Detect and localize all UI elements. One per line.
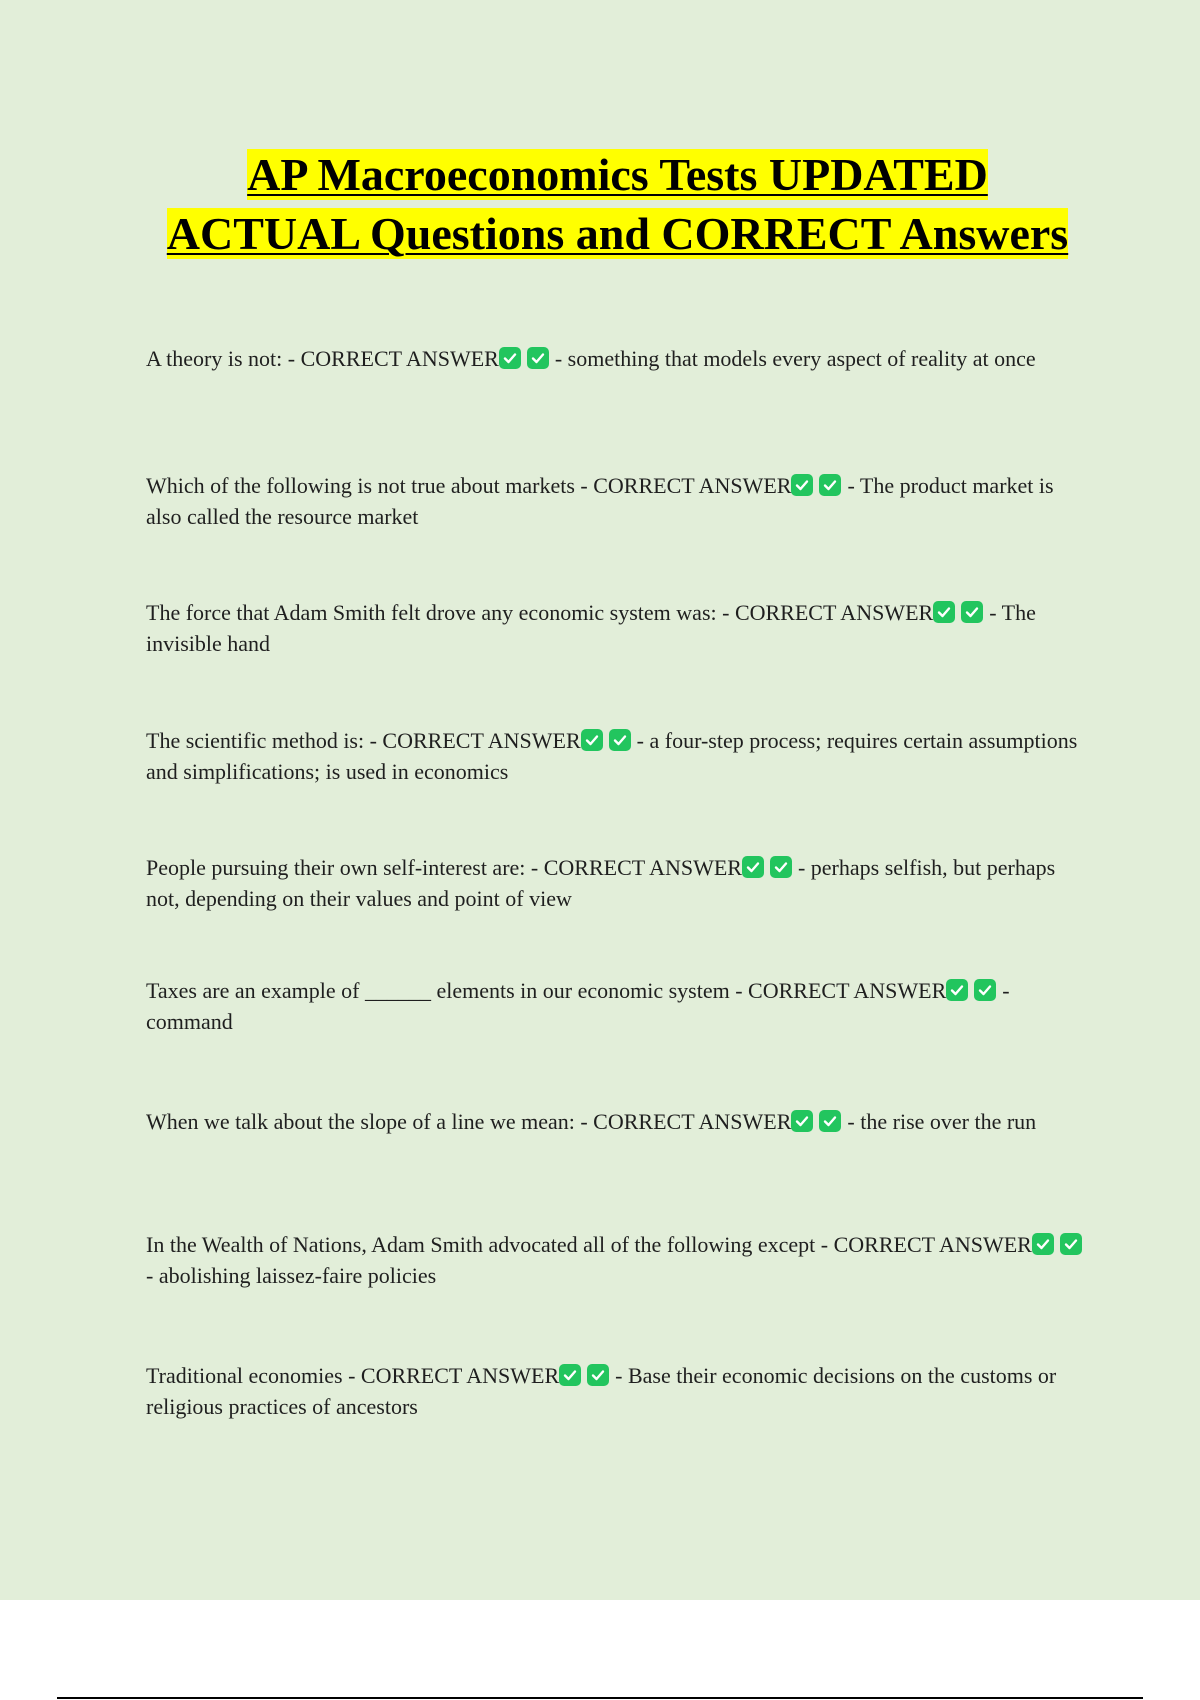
check-icon [819,1110,841,1132]
answer-text: a four-step process; requires certain assumptions and simplifications; is used in economics [146,728,1078,784]
check-icon [559,1364,581,1386]
answer-marker: - CORRECT ANSWER [820,1232,1032,1257]
check-icon [819,474,841,496]
question-text: The force that Adam Smith felt drove any economic system was: [146,600,717,625]
check-icon [946,979,968,1001]
question-text: Taxes are an example of ______ elements in our economic system [146,978,730,1003]
check-icon [587,1364,609,1386]
qa-item: In the Wealth of Nations, Adam Smith advocated all of the following except - CORRECT ANSWER - abolishing laissez-faire policies [146,1229,1092,1291]
answer-marker: - CORRECT ANSWER [287,346,499,371]
qa-item: The scientific method is: - CORRECT ANSWER - a four-step process; requires certain assumptions and simplifications; is used in economics [146,728,1078,784]
title-block [150,145,1085,263]
check-icon [1032,1233,1054,1255]
check-icon [742,856,764,878]
answer-text: abolishing laissez-faire policies [158,1263,437,1288]
answer-marker: - CORRECT ANSWER [348,1363,560,1388]
question-text: When we talk about the slope of a line we mean: [146,1109,575,1134]
answer-text: the rise over the run [860,1109,1037,1134]
question-text: A theory is not: [146,346,283,371]
answer-text: command [146,1009,233,1034]
check-icon [1060,1233,1082,1255]
answer-marker: - CORRECT ANSWER [369,728,581,753]
qa-item: Which of the following is not true about markets - CORRECT ANSWER - The product market is also called the resource market [146,473,1054,529]
answer-marker: - CORRECT ANSWER [580,1109,792,1134]
answer-marker: - CORRECT ANSWER [722,600,934,625]
qa-item: Taxes are an example of ______ elements in our economic system - CORRECT ANSWER - command [146,978,1010,1034]
check-icon [527,347,549,369]
check-icon [609,729,631,751]
qa-item: When we talk about the slope of a line we mean: - CORRECT ANSWER - the rise over the run [146,1109,1037,1134]
question-text: In the Wealth of Nations, Adam Smith advocated all of the following except [146,1232,816,1257]
check-icon [770,856,792,878]
check-icon [961,601,983,623]
answer-text: something that models every aspect of reality at once [567,346,1036,371]
document-title: AP Macroeconomics Tests UPDATED ACTUAL Questions and CORRECT Answers [166,149,1069,259]
check-icon [791,1110,813,1132]
answer-marker: - CORRECT ANSWER [735,978,947,1003]
qa-item: The force that Adam Smith felt drove any economic system was: - CORRECT ANSWER - The invisible hand [146,600,1036,656]
answer-text: Base their economic decisions on the customs or religious practices of ancestors [146,1363,1057,1419]
qa-item: A theory is not: - CORRECT ANSWER - something that models every aspect of reality at once [146,346,1036,371]
answer-marker: - CORRECT ANSWER [580,473,792,498]
answer-marker: - CORRECT ANSWER [530,855,742,880]
qa-item: People pursuing their own self-interest are: - CORRECT ANSWER - perhaps selfish, but perhaps not, depending on their values and point of view [146,855,1056,911]
check-icon [974,979,996,1001]
question-text: Which of the following is not true about markets [146,473,575,498]
question-text: Traditional economies [146,1363,343,1388]
answer-text: The product market is also called the resource market [146,473,1054,529]
check-icon [499,347,521,369]
check-icon [581,729,603,751]
answer-text: perhaps selfish, but perhaps not, depending on their values and point of view [146,855,1056,911]
answer-text: The invisible hand [146,600,1036,656]
question-text: People pursuing their own self-interest are: [146,855,526,880]
footer-divider [57,1697,1143,1699]
question-text: The scientific method is: [146,728,365,753]
check-icon [791,474,813,496]
qa-item: Traditional economies - CORRECT ANSWER - Base their economic decisions on the customs or religious practices of ancestors [146,1363,1057,1419]
check-icon [933,601,955,623]
